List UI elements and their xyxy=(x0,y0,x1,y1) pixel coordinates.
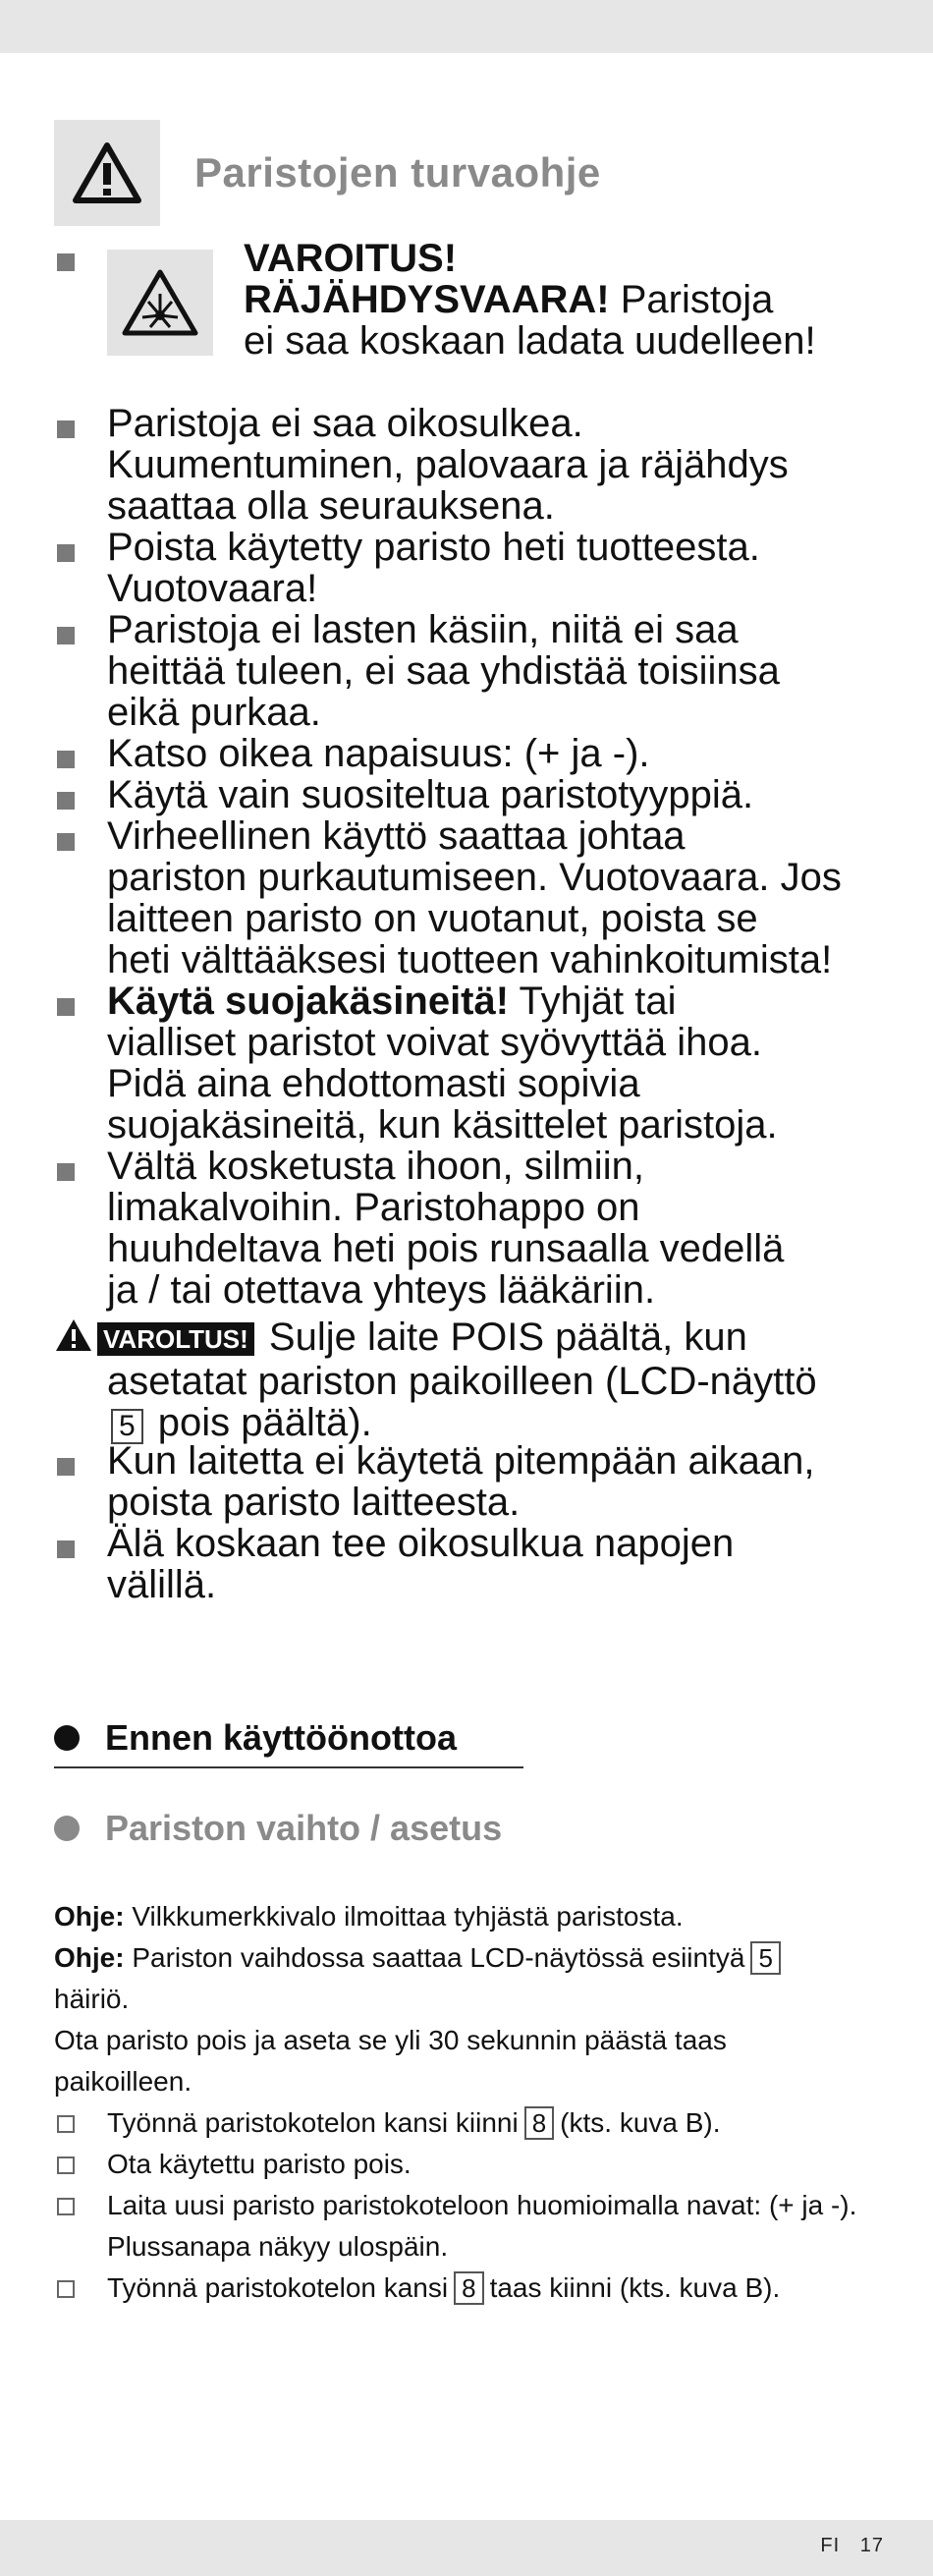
warning-text: Paristoja xyxy=(609,278,774,321)
note-1: Ohje: Vilkkumerkkivalo ilmoittaa tyhjästä paristosta. xyxy=(54,1901,684,1932)
list-item: Katso oikea napaisuus: (+ ja -). xyxy=(107,732,650,775)
bullet-square xyxy=(57,1540,75,1558)
list-item: Vältä kosketusta ihoon, silmiin, limakalvoihin. Paristohappo on huuhdeltava heti pois runsaalla vedellä ja / tai otettava yhteys lääkäriin. xyxy=(107,1145,785,1312)
step-item: Työnnä paristokotelon kansi 8 taas kiinni (kts. kuva B). xyxy=(107,2272,781,2303)
warning-triangle-icon xyxy=(54,1317,93,1361)
bullet-square xyxy=(57,420,75,438)
list-item: Paristoja ei lasten käsiin, niitä ei saa heittää tuleen, ei saa yhdistää toisiinsa eikä purkaa. xyxy=(107,608,780,734)
explosion-label: RÄJÄHDYSVAARA! xyxy=(244,278,610,321)
bottom-bar xyxy=(0,2520,933,2576)
list-item: Käytä vain suositeltua paristotyyppiä. xyxy=(107,773,754,816)
bullet-square xyxy=(57,1458,75,1476)
page-footer xyxy=(820,2535,884,2557)
explosion-warning xyxy=(244,238,816,362)
bullet-square xyxy=(57,751,75,768)
bullet-dot xyxy=(54,1816,80,1841)
bullet-square xyxy=(57,998,75,1016)
list-item: Älä koskaan tee oikosulkua napojen välillä. xyxy=(107,1522,735,1606)
bullet-square xyxy=(57,253,75,271)
list-item: Virheellinen käyttö saattaa johtaa pariston purkautumiseen. Vuotovaara. Jos laitteen paristo on vuotanut, poista se heti välttääksesi tuotteen vahinkoitumista! xyxy=(107,814,842,981)
page-number: 17 xyxy=(859,2535,884,2556)
bullet-square xyxy=(57,1163,75,1181)
heading-underline xyxy=(54,1766,523,1768)
section-title: Paristojen turvaohje xyxy=(194,149,601,196)
step-checkbox xyxy=(57,2198,75,2215)
reference-number: 8 xyxy=(524,2106,554,2140)
warning-text-line: ei saa koskaan ladata uudelleen! xyxy=(244,319,816,363)
step-checkbox xyxy=(57,2280,75,2298)
heading-ennen: Ennen käyttöönottoa xyxy=(54,1717,457,1759)
bullet-dot xyxy=(54,1725,80,1751)
note-2: Ohje: Pariston vaihdossa saattaa LCD-näytössä esiintyä 5 häiriö. xyxy=(54,1937,889,2020)
step-item: Työnnä paristokotelon kansi kiinni 8 (kts. kuva B). xyxy=(107,2107,721,2138)
power-off-warning: VAROLTUS! Sulje laite POIS päältä, kun asetatat pariston paikoilleen (LCD-näyttö 5 pois päältä). xyxy=(54,1316,899,1444)
language-code: FI xyxy=(820,2535,841,2556)
warning-triangle-icon xyxy=(54,120,160,226)
list-item: Kun laitetta ei käytetä pitempään aikaan, poista paristo laitteesta. xyxy=(107,1439,815,1524)
varoitus-badge: VAROLTUS! xyxy=(97,1322,254,1356)
gloves-label: Käytä suojakäsineitä! xyxy=(107,980,510,1023)
list-item: Poista käytetty paristo heti tuotteesta. Vuotovaara! xyxy=(107,526,760,610)
heading-vaihto: Pariston vaihto / asetus xyxy=(54,1808,502,1849)
step-checkbox xyxy=(57,2115,75,2133)
reference-number: 5 xyxy=(111,1409,143,1444)
section-header xyxy=(54,120,601,226)
reference-number: 5 xyxy=(750,1941,780,1975)
top-bar xyxy=(0,0,933,53)
explosion-hazard-icon xyxy=(107,250,213,356)
bullet-square xyxy=(57,792,75,810)
warning-heading: VAROITUS! xyxy=(244,237,458,280)
instruction-paragraph: Ota paristo pois ja aseta se yli 30 sekunnin päästä taas paikoilleen. xyxy=(54,2025,727,2097)
step-item: Ota käytettu paristo pois. xyxy=(107,2149,412,2179)
reference-number: 8 xyxy=(454,2271,483,2305)
step-item: Laita uusi paristo paristokoteloon huomioimalla navat: (+ ja -). Plussanapa näkyy ulospäin. xyxy=(107,2190,857,2262)
step-checkbox xyxy=(57,2156,75,2174)
bullet-square xyxy=(57,544,75,562)
bullet-square xyxy=(57,627,75,644)
list-item: Käytä suojakäsineitä! Tyhjät tai vialliset paristot voivat syövyttää ihoa. Pidä aina ehdottomasti sopivia suojakäsineitä, kun käsittelet paristoja. xyxy=(107,980,778,1147)
bullet-square xyxy=(57,833,75,851)
list-item: Paristoja ei saa oikosulkea. Kuumentuminen, palovaara ja räjähdys saattaa olla seurauksena. xyxy=(107,402,789,528)
